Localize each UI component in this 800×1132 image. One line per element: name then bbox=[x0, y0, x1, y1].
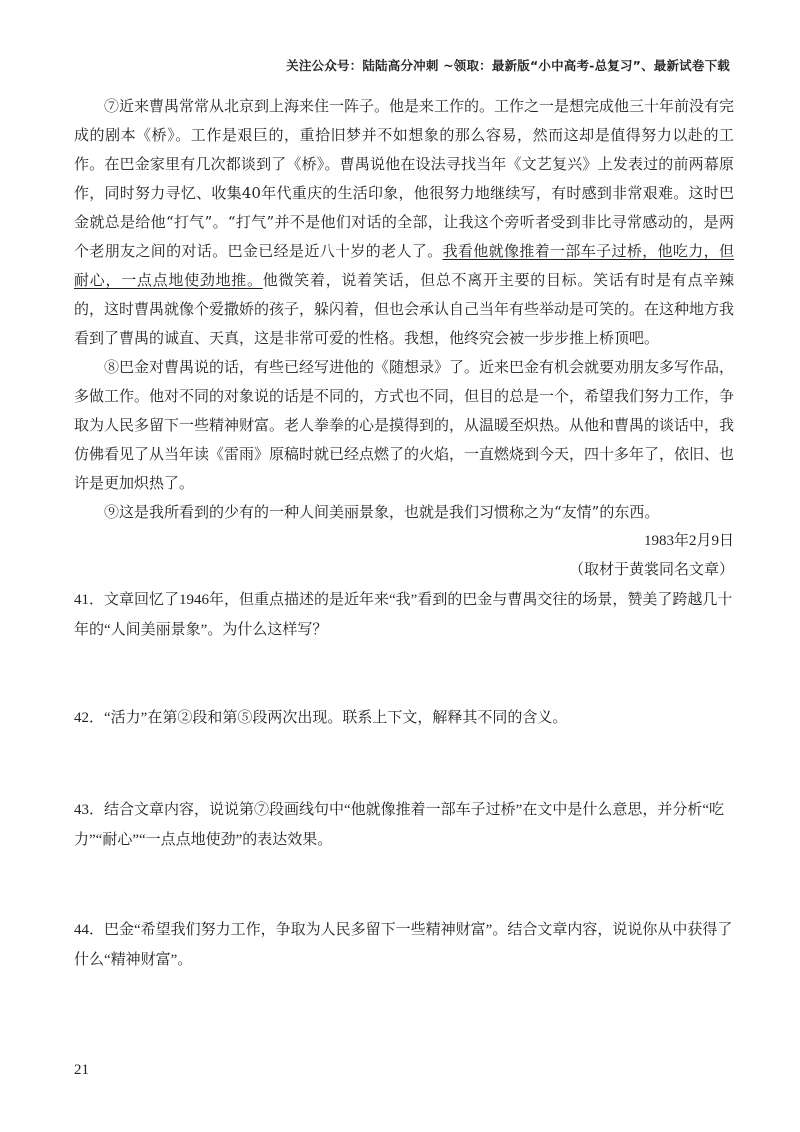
article-source: （取材于黄裳同名文章） bbox=[568, 562, 734, 578]
question-44: 44．巴金“希望我们努力工作，争取为人民多留下一些精神财富”。结合文章内容，说说你从中获得了什么“精神财富”。 bbox=[74, 922, 733, 968]
page-number: 21 bbox=[74, 1062, 89, 1078]
question-43: 43．结合文章内容，说说第⑦段画线句中“他就像推着一部车子过桥”在文中是什么意思，并分析“吃力”“耐心”“一点点地使劲”的表达效果。 bbox=[74, 802, 724, 848]
paragraph-7 bbox=[74, 92, 734, 353]
header-notice: 关注公众号：陆陆高分冲刺 ~领取：最新版“小中高考-总复习”、最新试卷下载 bbox=[286, 58, 730, 73]
article-date: 1983年2月9日 bbox=[643, 533, 734, 549]
underlined-sentence: 我看他就像推着一部车子过桥，他吃力，但耐心，一点点地使劲地推。 bbox=[74, 242, 734, 289]
paragraph-7-text-b: 他微笑着，说着笑话，但总不离开主要的目标。笑话有时是有点辛辣的，这时曹禺就像个爱撒娇的孩子，躲闪着，但也会承认自己当年有些举动是可笑的。在这种地方我看到了曹禺的诚直、天真，这是非常可爱的性格。我想，他终究会被一步步推上桥顶吧。 bbox=[74, 271, 735, 347]
paragraph-7-text-a: ⑦近来曹禺常常从北京到上海来住一阵子。他是来工作的。工作之一是想完成他三十年前没有完成的剧本《桥》。工作是艰巨的，重拾旧梦并不如想象的那么容易，然而这却是值得努力以赴的工作。在巴金家里有几次都谈到了《桥》。曹禺说他在设法寻找当年《文艺复兴》上发表过的前两幕原作，同时努力寻忆、收集40年代重庆的生活印象，他很努力地继续写，有时感到非常艰难。这时巴金就总是给他“打气”。“打气”并不是他们对话的全部，让我这个旁听者受到非比寻常感动的，是两个老朋友之间的对话。巴金已经是近八十岁的老人了。 bbox=[74, 97, 735, 260]
paragraph-8: ⑧巴金对曹禺说的话，有些已经写进他的《随想录》了。近来巴金有机会就要劝朋友多写作品，多做工作。他对不同的对象说的话是不同的，方式也不同，但目的总是一个，希望我们努力工作，争取为人民多留下一些精神财富。老人拳拳的心是摸得到的，从温暖至炽热。从他和曹禺的谈话中，我仿佛看见了从当年读《雷雨》原稿时就已经点燃了的火焰，一直燃烧到今天，四十多年了，依旧、也许是更加炽热了。 bbox=[74, 358, 735, 492]
paragraph-9: ⑨这是我所看到的少有的一种人间美丽景象，也就是我们习惯称之为“友情”的东西。 bbox=[104, 503, 660, 521]
document-body bbox=[74, 92, 734, 975]
question-41: 41．文章回忆了1946年，但重点描述的是近年来“我”看到的巴金与曹禺交往的场景，赞美了跨越几十年的“人间美丽景象”。为什么这样写？ bbox=[74, 592, 733, 638]
question-42: 42．“活力”在第②段和第⑤段两次出现。联系上下文，解释其不同的含义。 bbox=[74, 710, 568, 726]
